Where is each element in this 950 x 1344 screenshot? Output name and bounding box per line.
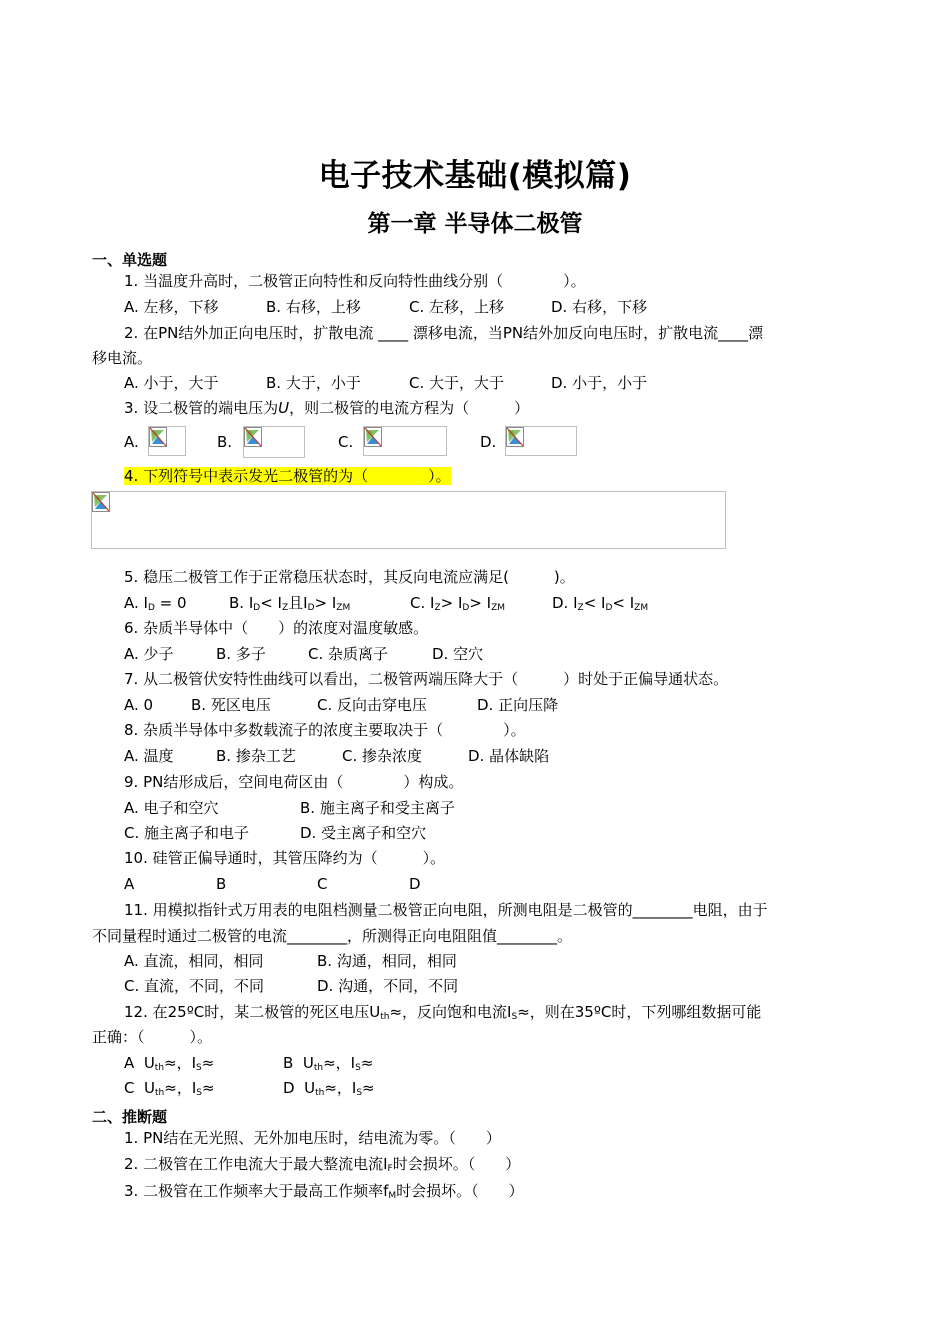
option: B. 沟通，相同，相同	[317, 952, 457, 970]
option: C. $I_Z> I_D> I_{ZM}$	[410, 594, 506, 613]
question-10: 10. 硅管正偏导通时，其管压降约为（ ）。	[124, 849, 446, 867]
option: A. 电子和空穴	[124, 799, 219, 817]
option: B. 死区电压	[191, 696, 271, 714]
option: C. 掺杂浓度	[342, 747, 423, 765]
judgment-2: 2. 二极管在工作电流大于最大整流电流$I_F$时会损坏。（ ）	[124, 1155, 521, 1174]
broken-image-icon	[149, 427, 167, 447]
option: D. 受主离子和空穴	[300, 824, 427, 842]
option: D. 小于，小于	[551, 374, 648, 392]
option: B $U_{th}\approx$，$I_S\approx$	[283, 1054, 374, 1073]
option: B	[216, 875, 227, 893]
option-label: A.	[124, 433, 139, 451]
formula-image-c	[363, 426, 447, 456]
option: A. 直流，相同，相同	[124, 952, 264, 970]
question-2-line-2: 移电流。	[92, 349, 153, 367]
led-symbol-image	[91, 491, 726, 549]
option: C $U_{th}\approx$，$I_S\approx$	[124, 1079, 215, 1098]
option-label: B.	[217, 433, 233, 451]
question-7: 7. 从二极管伏安特性曲线可以看出，二极管两端压降大于（ ）时处于正偏导通状态。	[124, 670, 729, 688]
question-3	[124, 398, 529, 418]
option: D. 晶体缺陷	[468, 747, 550, 765]
question-6: 6. 杂质半导体中（ ）的浓度对温度敏感。	[124, 619, 429, 637]
question-12-line-1: 12. 在25ºC时，某二极管的死区电压$U_{th}\approx$，反向饱和电流$I_S\approx$，则在35ºC时，下列哪组数据可能	[124, 1003, 762, 1022]
broken-image-icon	[506, 427, 524, 447]
question-3-text-b: ，则二极管的电流方程为（ ）	[289, 399, 530, 417]
option: D. 空穴	[432, 645, 484, 663]
option-label: D.	[480, 433, 497, 451]
question-9: 9. PN结形成后，空间电荷区由（ ）构成。	[124, 773, 464, 791]
option: C. 反向击穿电压	[317, 696, 428, 714]
question-11-line-1: 11. 用模拟指针式万用表的电阻档测量二极管正向电阻，所测电阻是二极管的________电阻，由于	[124, 901, 768, 919]
option: D. 正向压降	[477, 696, 559, 714]
broken-image-icon	[92, 492, 110, 512]
option: A $U_{th}\approx$，$I_S\approx$	[124, 1054, 215, 1073]
option: C. 直流，不同，不同	[124, 977, 265, 995]
option: B. 多子	[216, 645, 266, 663]
chapter-title: 第一章 半导体二极管	[367, 211, 583, 237]
option: B. 施主离子和受主离子	[300, 799, 455, 817]
section-heading-single-choice: 一、单选题	[92, 251, 168, 269]
option-label: C.	[338, 433, 354, 451]
judgment-3: 3. 二极管在工作频率大于最高工作频率$f_M$时会损坏。（ ）	[124, 1182, 524, 1201]
option: A. $I_D = 0$	[124, 594, 187, 613]
option: C. 左移，上移	[409, 298, 505, 316]
option: B. 掺杂工艺	[216, 747, 296, 765]
option: D. 右移，下移	[551, 298, 648, 316]
option: D	[409, 875, 421, 893]
option: D. 沟通，不同，不同	[317, 977, 459, 995]
question-4-highlighted-text: 4. 下列符号中表示发光二极管的为（ ）。	[124, 467, 451, 485]
option: A. 0	[124, 696, 154, 714]
option: D. $I_Z< I_D< I_{ZM}$	[552, 594, 649, 613]
option: C. 杂质离子	[308, 645, 389, 663]
formula-image-a	[148, 426, 186, 456]
section-heading-judgment: 二、推断题	[92, 1108, 168, 1126]
broken-image-icon	[364, 427, 382, 447]
option: A	[124, 875, 135, 893]
option: B. 大于，小于	[266, 374, 361, 392]
question-1: 1. 当温度升高时，二极管正向特性和反向特性曲线分别（ ）。	[124, 272, 586, 290]
option: B. 右移，上移	[266, 298, 361, 316]
question-11-line-2: 不同量程时通过二极管的电流________，所测得正向电阻阻值________。	[92, 927, 573, 945]
option: B. $I_D< I_Z$且$I_D> I_{ZM}$	[229, 594, 351, 613]
option: A. 温度	[124, 747, 174, 765]
option: C. 施主离子和电子	[124, 824, 250, 842]
document-title: 电子技术基础(模拟篇)	[318, 158, 632, 194]
option: A. 小于，大于	[124, 374, 219, 392]
question-8: 8. 杂质半导体中多数载流子的浓度主要取决于（ ）。	[124, 721, 526, 739]
option: C	[317, 875, 328, 893]
option: C. 大于，大于	[409, 374, 505, 392]
option: D $U_{th}\approx$，$I_S\approx$	[283, 1079, 375, 1098]
formula-image-d	[505, 426, 577, 456]
formula-image-b	[243, 426, 305, 458]
question-2-line-1: 2. 在PN结外加正向电压时，扩散电流 ____ 漂移电流，当PN结外加反向电压时，扩散电流____漂	[124, 324, 764, 342]
question-5: 5. 稳压二极管工作于正常稳压状态时，其反向电流应满足( )。	[124, 568, 575, 586]
broken-image-icon	[244, 427, 262, 447]
judgment-1: 1. PN结在无光照、无外加电压时，结电流为零。（ ）	[124, 1129, 501, 1147]
question-12-line-2: 正确：（ ）。	[92, 1028, 213, 1046]
voltage-symbol: U	[278, 399, 290, 417]
option: A. 左移，下移	[124, 298, 219, 316]
option: A. 少子	[124, 645, 174, 663]
question-3-text-a: 3. 设二极管的端电压为	[124, 399, 279, 417]
question-4	[124, 466, 451, 486]
